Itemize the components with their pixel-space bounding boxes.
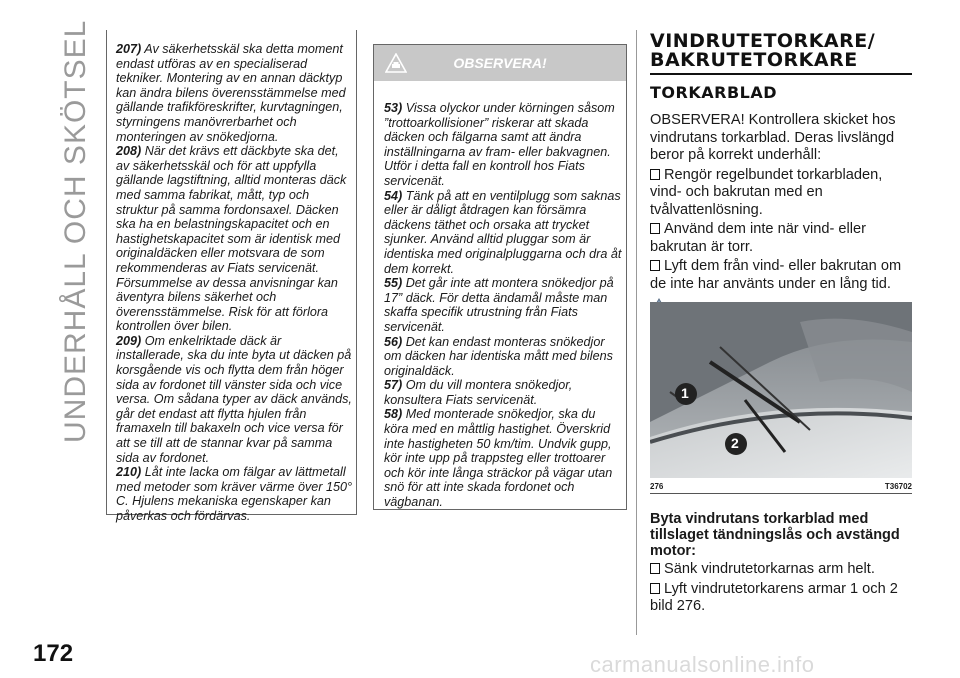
procedure-step: Sänk vindrutetorkarnas arm helt. bbox=[650, 561, 912, 579]
bullet-item: Använd dem inte när vind- eller bakrutan är torr. bbox=[650, 221, 866, 255]
procedure-section bbox=[650, 511, 912, 618]
section-heading-line2: BAKRUTETORKARE bbox=[650, 49, 858, 71]
sub-heading: TORKARBLAD bbox=[650, 83, 777, 102]
notes-box bbox=[106, 30, 357, 523]
warning-55: 55) Det går inte att montera snökedjor på 17” däck. För detta ändamål måste man skaffa specifik utrustning från Fiats servicenät. bbox=[384, 276, 614, 334]
warning-text bbox=[384, 101, 622, 510]
checkbox-bullet-icon bbox=[650, 583, 660, 594]
note-209: 209) Om enkelriktade däck är installerade, ska du inte byta ut däcken på korsgående vis och flytta dem från höger sida av fordonet till vänster sida och vice versa. Om sådana typer av däck används, går det endast att flytta hjulen från framaxeln till bakaxeln och vice versa för att se till att de stannar kvar på samma sida av fordonet. bbox=[116, 333, 352, 465]
wiper-section bbox=[650, 32, 912, 317]
intro-text: OBSERVERA! Kontrollera skicket hos vindrutans torkarblad. Deras livslängd beror på korrekt underhåll: bbox=[650, 112, 896, 163]
notes-box-text bbox=[116, 42, 352, 524]
figure-code: T36702 bbox=[884, 482, 912, 491]
procedure-step: Lyft vindrutetorkarens armar 1 och 2 bild 276. bbox=[650, 580, 898, 614]
warning-title: OBSERVERA! bbox=[453, 55, 547, 71]
callout-2: 2 bbox=[731, 435, 739, 451]
warning-53: 53) Vissa olyckor under körningen såsom ”trottoarkollisioner” riskerar att skada däcken och fälgarna samt att ändra inställningarna av fram- eller bakvagnen. Utför i detta fall en kontroll hos Fiats servicenät. bbox=[384, 101, 615, 188]
note-208: 208) När det krävs ett däckbyte ska det, av säkerhetsskäl och för att uppfylla gällande lagstiftning, alltid monteras däck med samma fabrikat, mått, typ och struktur på samma fordonsaxel. Däcken ska ha en belastningskapacitet och en hastighetskapacitet som är identisk med originaldäcken eller motsvara de som rekommenderas av Fiats servicenät. Försummelse av dessa anvisningar kan äventyra bilens säkerhet och överensstämmelse. Risk för att förlora kontrollen över bilen. bbox=[116, 144, 347, 334]
checkbox-bullet-icon bbox=[650, 260, 660, 271]
column-divider bbox=[636, 30, 637, 635]
wiper-photo bbox=[650, 302, 912, 478]
page-number: 172 bbox=[33, 640, 74, 667]
figure-number: 276 bbox=[650, 482, 664, 491]
warning-58: 58) Med monterade snökedjor, ska du köra med en måttlig hastighet. Överskrid inte hastigheten 50 km/tim. Undvik gupp, kör inte upp på trappsteg eller trottoarer och kör inte långa sträckor på vägar utan snö för att inte skada fordonet och vägbanan. bbox=[384, 407, 613, 510]
checkbox-bullet-icon bbox=[650, 169, 660, 180]
procedure-title: Byta vindrutans torkarblad med tillslaget tändningslås och avstängd motor: bbox=[650, 511, 900, 559]
checkbox-bullet-icon bbox=[650, 563, 660, 574]
bullet-item: Lyft dem från vind- eller bakrutan om de inte har använts under en lång tid. bbox=[650, 258, 902, 292]
section-heading-line1: VINDRUTETORKARE/ bbox=[650, 30, 876, 52]
wiper-body bbox=[650, 112, 912, 315]
callout-1: 1 bbox=[681, 385, 689, 401]
note-210: 210) Låt inte lacka om fälgar av lättmetall med metoder som kräver värme över 150° C. Hjulens mekaniska egenskaper kan påverkas och fördärvas. bbox=[116, 465, 353, 523]
warning-57: 57) Om du vill montera snökedjor, konsultera Fiats servicenät. bbox=[384, 378, 573, 407]
warning-box bbox=[373, 44, 627, 510]
chapter-side-title: UNDERHÅLL OCH SKÖTSEL bbox=[59, 20, 92, 444]
warning-56: 56) Det kan endast monteras snökedjor om däcken har identiska mått med bilens originaldäck. bbox=[384, 334, 613, 378]
bullet-item: Rengör regelbundet torkarbladen, vind- och bakrutan med en tvålvattenlösning. bbox=[650, 166, 883, 218]
figure-rule bbox=[650, 493, 912, 494]
watermark: carmanualsonline.info bbox=[590, 652, 815, 677]
warning-54: 54) Tänk på att en ventilplugg som saknas eller är dåligt åtdragen kan försämra däckens täthet och orsaka att trycket sjunker. Använd alltid pluggar som är identiska med originalpluggarna och dra åt dem korrekt. bbox=[384, 188, 622, 276]
warning-header bbox=[374, 45, 626, 81]
checkbox-bullet-icon bbox=[650, 223, 660, 234]
heading-rule bbox=[650, 73, 912, 75]
note-207: 207) Av säkerhetsskäl ska detta moment endast utföras av en specialiserad tekniker. Montering av en annan däcktyp kan ändra bilens överensstämmelse med gällande trafikföreskrifter, kurvtagningen, styrningens manövrerbarhet och monteringen av snökedjorna. bbox=[116, 42, 346, 144]
wiper-illustration bbox=[650, 302, 912, 478]
